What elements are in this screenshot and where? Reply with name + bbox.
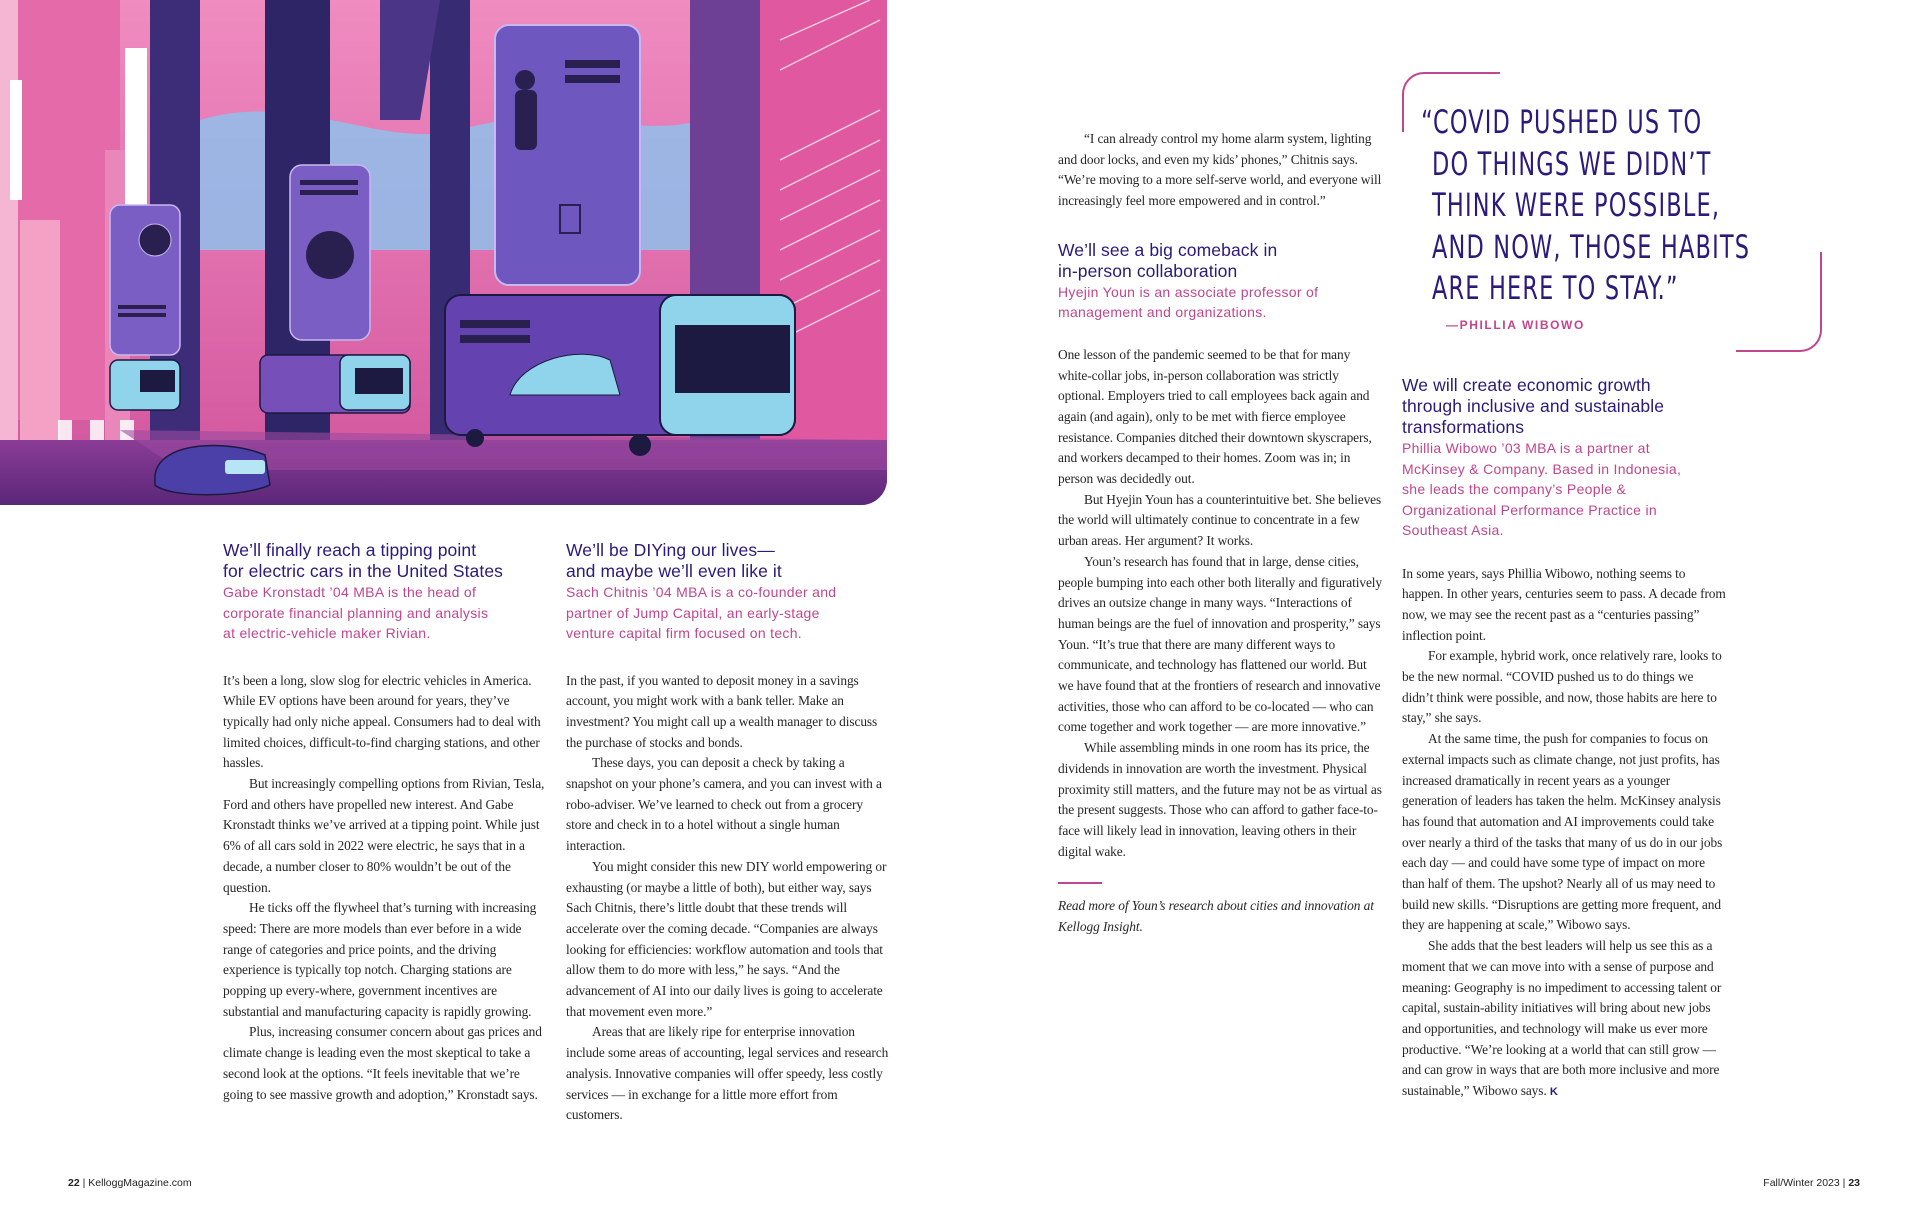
section-in-person-collaboration [1058,129,1383,938]
pull-quote-attribution: —PHILLIA WIBOWO [1446,318,1585,332]
paragraph: While assembling minds in one room has its price, the dividends in innovation are worth the investment. Physical proximity still matters, and the future may not be as virtual as the present suggests. Those who can afford to gather face-to-face will likely lead in innovation, leaving others in their digital wake. [1058,740,1382,859]
paragraph: These days, you can deposit a check by taking a snapshot on your phone’s camera, and you can invest with a robo-adviser. We’ve learned to check out from a grocery store and check in to a hotel without a single human interaction. [566,755,882,854]
section-heading: We’ll see a big comeback in in-person collaboration [1058,239,1278,281]
paragraph: One lesson of the pandemic seemed to be that for many white-collar jobs, in-person collaboration was strictly optional. Employers tried to call employees back again and again (and again), only to be met with fierce employee resistance. Companies ditched their downtown skyscrapers, and workers decamped to their homes. Zoom was in; in person was decidedly out. [1058,346,1372,487]
author-bio: Sach Chitnis ’04 MBA is a co-founder and partner of Jump Capital, an early-stage venture capital firm focused on tech. [566,584,837,641]
section-electric-cars [223,540,548,1105]
author-bio: Phillia Wibowo ’03 MBA is a partner at McKinsey & Company. Based in Indonesia, she leads the company’s People & Organizational Performance Practice in Southeast Asia. [1402,440,1682,538]
page-number-right: 23 [1848,1177,1860,1189]
section-heading: We will create economic growth through inclusive and sustainable transformations [1402,375,1665,437]
city-street-illustration [0,0,887,505]
end-mark-icon: K [1549,1086,1558,1099]
article-body [223,671,548,1106]
paragraph: “I can already control my home alarm system, lighting and door locks, and even my kids’ phones,” Chitnis says. “We’re moving to a more self-serve world, and everyone will increasingly feel more empowered and in control.” [1058,131,1382,209]
article-body [1058,345,1383,863]
accent-rule [1058,882,1102,884]
pull-quote [1402,70,1822,352]
paragraph: For example, hybrid work, once relatively rare, looks to be the new normal. “COVID pushed us to do things we didn’t think were possible, and now, those habits are here to stay,” she says. [1402,648,1722,726]
paragraph: Youn’s research has found that in large, dense cities, people bumping into each other both literally and figuratively drives an outsize change in many ways. “Interactions of human beings are the fuel of innovation and prosperity,” says Youn. “It’s true that there are many different ways to communicate, and technology has flattened our world. But we have found that at the frontiers of research and innovative activities, those who can afford to be co-located — who can come together and work together — are more innovative.” [1058,553,1383,735]
paragraph: In some years, says Phillia Wibowo, nothing seems to happen. In other years, centuries seem to pass. A decade from now, we may see the recent past as a “centuries passing” inflection point. [1402,565,1726,643]
site-name: KelloggMagazine.com [88,1177,192,1189]
author-bio: Gabe Kronstadt ’04 MBA is the head of corporate financial planning and analysis at electric-vehicle maker Rivian. [223,584,489,641]
paragraph: Plus, increasing consumer concern about gas prices and climate change is leading even the most skeptical to take a second look at the options. “It feels inevitable that we’re going to see massive growth and adoption,” Kronstadt says. [223,1024,542,1102]
paragraph: She adds that the best leaders will help us see this as a moment that we can move into with a sense of purpose and meaning: Geography is no impediment to accessing talent or capital, sustain-ability initiatives will bring about new jobs and opportunities, and technology will make us ever more productive. “We’re looking at a world that can still grow — and can grow in ways that are both more inclusive and more sustainable,” Wibowo says. K [1402,938,1722,1099]
paragraph: He ticks off the flywheel that’s turning with increasing speed: There are more models than ever before in a wide range of categories and price points, and the driving experience is typically top notch. Charging stations are popping up every-where, government incentives are substantial and manufacturing capacity is rapidly growing. [223,900,537,1019]
paragraph: In the past, if you wanted to deposit money in a savings account, you might work with a bank teller. Make an investment? You might call up a wealth manager to discuss the purchase of stocks and bonds. [566,672,878,750]
page-number-left: 22 [68,1177,80,1189]
footer-divider: | [1842,1177,1849,1189]
continued-text [1058,129,1383,212]
paragraph: It’s been a long, slow slog for electric vehicles in America. While EV options have been around for years, they’ve typically had only niche appeal. Consumers had to deal with limited choices, difficult-to-find charging stations, and other hassles. [223,672,541,771]
pull-quote-text: “COVID PUSHED US TO DO THINGS WE DIDN’T THINK WERE POSSIBLE, AND NOW, THOSE HABITS ARE HERE TO STAY.” [1421,103,1751,307]
footer-right [1763,1177,1860,1189]
paragraph: At the same time, the push for companies to focus on external impacts such as climate change, not just profits, has increased dramatically in recent years as a younger generation of leaders has taken the helm. McKinsey analysis has found that automation and AI improvements could take over nearly a third of the tasks that many of us do in our jobs each day — and could have some type of impact on more than half of them. The upshot? Nearly all of us may need to build new skills. “Disruptions are getting more frequent, and they are happening at scale,” Wibowo says. [1402,731,1723,933]
footer-left [68,1177,192,1189]
section-heading: We’ll be DIYing our lives— and maybe we’ll even like it [566,540,782,581]
paragraph: You might consider this new DIY world empowering or exhausting (or maybe a little of both), but either way, says Sach Chitnis, there’s little doubt that these trends will accelerate over the coming decade. “Companies are always looking for efficiencies: workflow automation and tools that allow them to do more with less,” he says. “And the advancement of AI into our daily lives is going to accelerate that movement even more.” [566,858,887,1019]
article-body [1402,564,1727,1103]
section-economic-growth [1402,375,1727,1103]
paragraph: But increasingly compelling options from Rivian, Tesla, Ford and others have propelled new interest. And Gabe Kronstadt thinks we’ve arrived at a tipping point. While just 6% of all cars sold in 2022 were electric, he says that in a decade, a number closer to 80% wouldn’t be out of the question. [223,776,545,895]
quote-bracket-bottom-right [1736,252,1822,352]
author-bio: Hyejin Youn is an associate professor of management and organizations. [1058,283,1319,321]
section-heading: We’ll finally reach a tipping point for electric cars in the United States [223,540,504,581]
section-diy-lives [566,540,891,1126]
footer-divider: | [82,1177,89,1189]
article-body [566,671,891,1126]
paragraph: But Hyejin Youn has a counterintuitive bet. She believes the world will ultimately continue to concentrate in a few urban areas. Her argument? It works. [1058,491,1382,549]
hero-illustration [0,0,887,505]
paragraph: Areas that are likely ripe for enterprise innovation include some areas of accounting, legal services and research analysis. Innovative companies will offer speedy, less costly services — in exchange for a little more effort from customers. [566,1024,889,1123]
issue-name: Fall/Winter 2023 [1763,1177,1840,1189]
read-more-link[interactable]: Read more of Youn’s research about cities and innovation at Kellogg Insight. [1058,898,1374,935]
